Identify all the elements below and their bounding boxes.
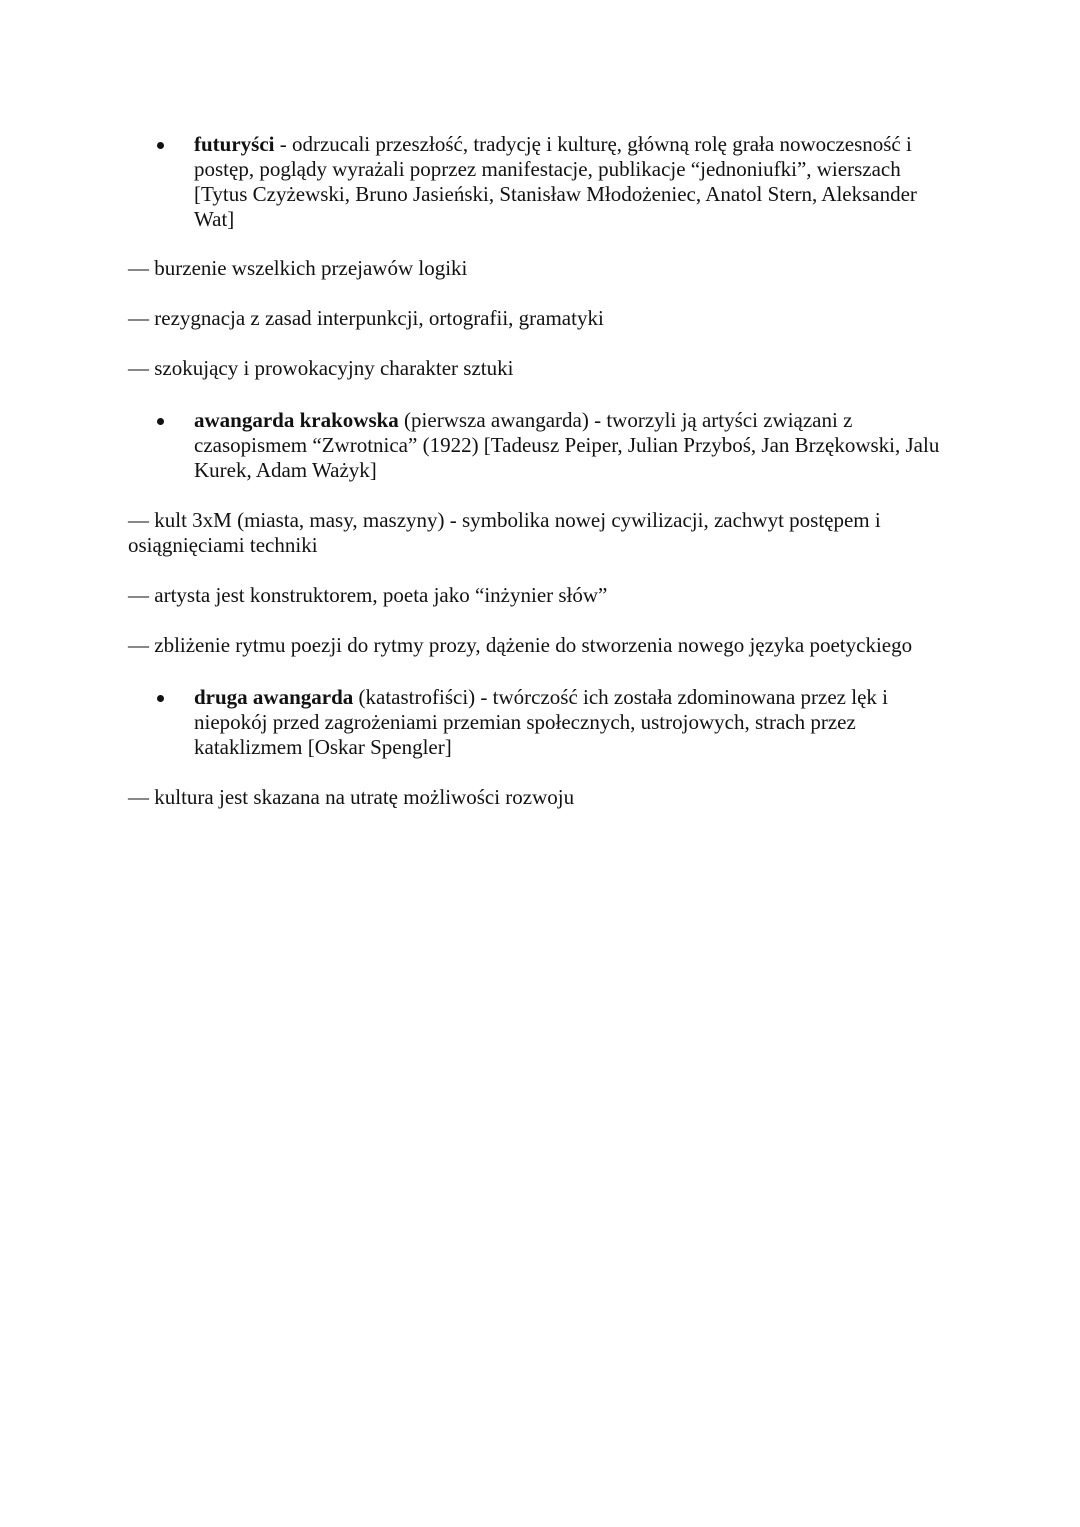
- bullet-description: (pierwsza awangarda) - tworzyli ją artyści związani z czasopismem “Zwrotnica” (1922) [Tadeusz Peiper, Julian Przyboś, Jan Brzękowski, Jalu Kurek, Adam Ważyk]: [194, 408, 940, 482]
- bullet-description: (katastrofiści) - twórczość ich została zdominowana przez lęk i niepokój przed zagrożeniami przemian społecznych, ustrojowych, strach przez kataklizmem [Oskar Spengler]: [194, 685, 888, 759]
- bullet-term: awangarda krakowska: [194, 408, 399, 432]
- dash-point: — szokujący i prowokacyjny charakter sztuki: [128, 356, 514, 380]
- dash-point: — rezygnacja z zasad interpunkcji, ortografii, gramatyki: [128, 306, 604, 330]
- dash-point: — kultura jest skazana na utratę możliwości rozwoju: [128, 785, 575, 809]
- dash-point: — zbliżenie rytmu poezji do rytmy prozy, dążenie do stworzenia nowego języka poetyckiego: [128, 633, 913, 657]
- dash-point: — artysta jest konstruktorem, poeta jako “inżynier słów”: [128, 583, 608, 607]
- dash-point: — kult 3xM (miasta, masy, maszyny) - symbolika nowej cywilizacji, zachwyt postępem i osiągnięciami techniki: [128, 508, 881, 557]
- bullet-dot-icon: [157, 142, 164, 149]
- bullet-description: - odrzucali przeszłość, tradycję i kulturę, główną rolę grała nowoczesność i postęp, poglądy wyrażali poprzez manifestacje, publikacje “jednoniufki”, wierszach [Tytus Czyżewski, Bruno Jasieński, Stanisław Młodożeniec, Anatol Stern, Aleksander Wat]: [194, 132, 917, 231]
- bullet-term: futuryści: [194, 132, 275, 156]
- bullet-text: [194, 685, 954, 760]
- bullet-dot-icon: [157, 695, 164, 702]
- bullet-dot-icon: [157, 418, 164, 425]
- dash-point: — burzenie wszelkich przejawów logiki: [128, 256, 468, 280]
- bullet-text: [194, 408, 954, 483]
- bullet-text: [194, 132, 954, 232]
- bullet-term: druga awangarda: [194, 685, 354, 709]
